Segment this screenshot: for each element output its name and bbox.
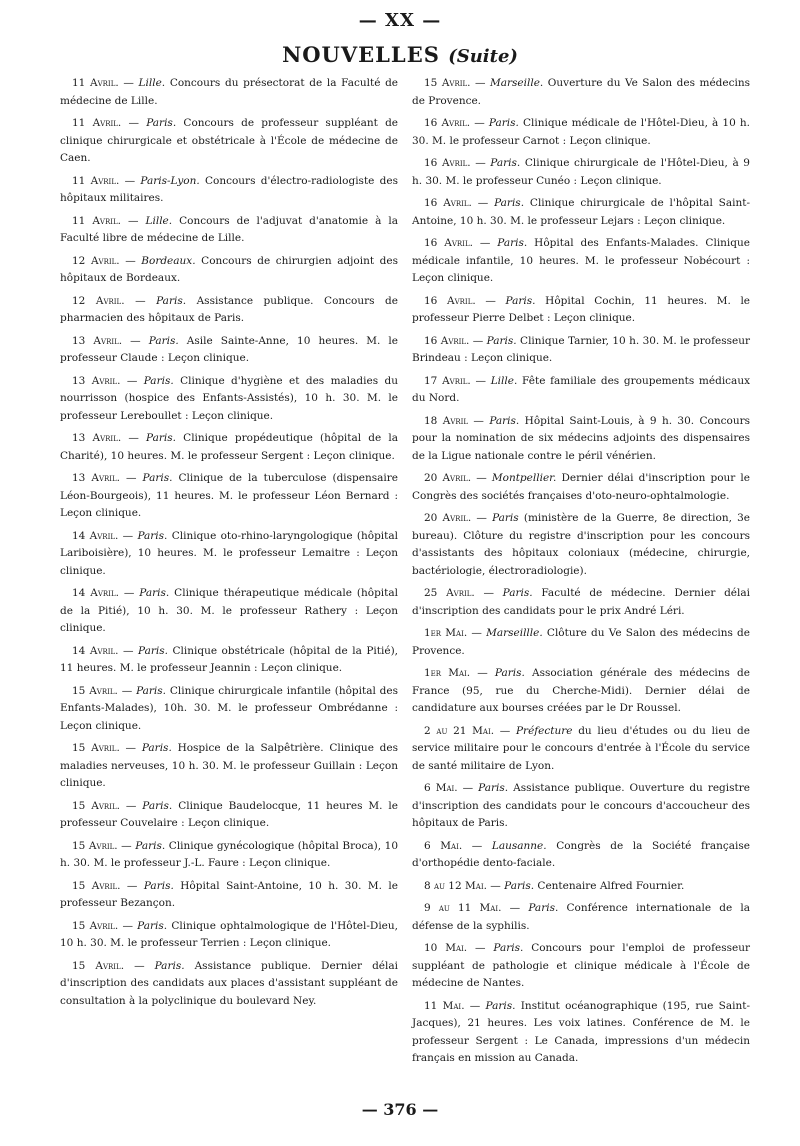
news-entry: 16 Avril. — Paris. Clinique chirurgicale de l'hôpital Saint-Antoine, 10 h. 30. M. le professeur Lejars : Leçon clinique. bbox=[412, 197, 750, 227]
entry-city: Marseille. bbox=[490, 77, 544, 89]
entry-city: Paris. bbox=[497, 237, 528, 249]
entry-date: 16 Avril. bbox=[424, 294, 476, 307]
news-entry: 6 Mai. — Lausanne. Congrès de la Société française d'orthopédie dento-faciale. bbox=[412, 839, 750, 869]
news-entry: 2 au 21 Mai. — Préfecture du lieu d'études ou du lieu de service militaire pour le concours d'entrée à l'École du service de santé militaire de Lyon. bbox=[412, 724, 750, 772]
entry-date: 17 Avril. bbox=[424, 374, 471, 387]
entry-text: Concours d'électro-radiologiste des hôpitaux militaires. bbox=[60, 174, 398, 204]
news-entry: 14 Avril. — Paris. Clinique thérapeutique médicale (hôpital de la Pitié), 10 h. 30. M. le professeur Rathery : Leçon clinique. bbox=[60, 587, 398, 634]
news-entry: 15 Avril. — Paris. Hôpital Saint-Antoine, 10 h. 30. M. le professeur Bezançon. bbox=[60, 879, 398, 909]
entry-city: Paris. bbox=[135, 839, 166, 852]
news-entry: 16 Avril. — Paris. Hôpital Cochin, 11 heures. M. le professeur Pierre Delbet : Leçon clinique. bbox=[412, 294, 751, 324]
entry-text: Clinique obstétricale (hôpital de la Pitié), 11 heures. M. le professeur Jeannin : Leçon clinique. bbox=[60, 644, 398, 674]
entry-city: Marseillle. bbox=[486, 627, 543, 639]
news-entry: 11 Avril. — Paris. Concours de professeur suppléant de clinique chirurgicale et obstétricale à l'École de médecine de Caen. bbox=[60, 117, 398, 164]
entry-date: 10 Mai. bbox=[424, 942, 468, 954]
news-entry: 17 Avril. — Lille. Fête familiale des groupements médicaux du Nord. bbox=[412, 374, 751, 404]
entry-date: 6 Mai. bbox=[424, 839, 463, 852]
entry-text: Clinique médicale de l'Hôtel-Dieu, à 10 h. 30. M. le professeur Carnot : Leçon clinique. bbox=[412, 117, 750, 147]
news-entry: 14 Avril. — Paris. Clinique obstétricale (hôpital de la Pitié), 11 heures. M. le professeur Jeannin : Leçon clinique. bbox=[60, 644, 398, 674]
news-entry: 25 Avril. — Paris. Faculté de médecine. Dernier délai d'inscription des candidats pour le prix André Léri. bbox=[412, 587, 750, 617]
entry-text: Concours du présectorat de la Faculté de médecine de Lille. bbox=[60, 77, 399, 107]
entry-date: 15 Avril. bbox=[424, 77, 471, 89]
entry-text: Centenaire Alfred Fournier. bbox=[537, 879, 685, 892]
entry-date: 13 Avril. bbox=[72, 374, 121, 387]
news-entry: 11 Avril. — Paris-Lyon. Concours d'électro-radiologiste des hôpitaux militaires. bbox=[60, 174, 398, 204]
news-entry: 18 Avril — Paris. Hôpital Saint-Louis, à 9 h. 30. Concours pour la nomination de six médecins adjoints des dispensaires de la Ligue nationale contre le péril vénérien. bbox=[412, 414, 750, 462]
entry-date: 8 au 12 Mai. bbox=[424, 879, 487, 892]
entry-date: 16 Avril. bbox=[424, 334, 470, 347]
news-entry: 16 Avril. — Paris. Clinique médicale de l'Hôtel-Dieu, à 10 h. 30. M. le professeur Carnot : Leçon clinique. bbox=[412, 117, 750, 147]
news-entry: 15 Avril. — Paris. Clinique ophtalmologique de l'Hôtel-Dieu, 10 h. 30. M. le professeur Terrien : Leçon clinique. bbox=[60, 919, 398, 949]
entry-city: Lille. bbox=[145, 214, 173, 227]
entry-text: Concours pour l'emploi de professeur suppléant de pathologie et clinique médicale à l'École de médecine de Nantes. bbox=[412, 942, 750, 989]
entry-city: Bordeaux. bbox=[141, 254, 196, 267]
entry-date: 13 Avril. bbox=[72, 472, 121, 484]
entry-city: Paris. bbox=[143, 879, 174, 892]
entry-date: 14 Avril. bbox=[72, 644, 119, 657]
entry-text: Clinique Baudelocque, 11 heures M. le professeur Couvelaire : Leçon clinique. bbox=[60, 799, 398, 829]
news-entry: 15 Avril. — Paris. Hospice de la Salpêtrière. Clinique des maladies nerveuses, 10 h. 30. M. le professeur Guillain : Leçon clinique. bbox=[60, 742, 398, 789]
entry-date: 1er Mai. bbox=[424, 627, 468, 639]
entry-city: Montpellier. bbox=[491, 472, 557, 484]
entry-city: Paris. bbox=[148, 334, 179, 347]
left-column bbox=[60, 75, 398, 1015]
entry-city: Paris. bbox=[485, 999, 516, 1012]
entry-date: 11 Avril. bbox=[72, 77, 119, 89]
news-entry: 12 Avril. — Bordeaux. Concours de chirurgien adjoint des hôpitaux de Bordeaux. bbox=[60, 254, 398, 284]
entry-date: 11 Avril. bbox=[72, 214, 122, 227]
entry-text: Association générale des médecins de France (95, rue du Cherche-Midi). Dernier délai de candidature aux bourses créées par le Dr Roussel. bbox=[412, 667, 750, 714]
entry-text: Asile Sainte-Anne, 10 heures. M. le professeur Claude : Leçon clinique. bbox=[60, 334, 398, 364]
entry-text: Concours de l'adjuvat d'anatomie à la Faculté libre de médecine de Lille. bbox=[60, 214, 398, 244]
entry-date: 12 Avril. bbox=[72, 294, 125, 307]
entry-date: 15 Avril. bbox=[72, 742, 120, 754]
entry-text: Hôpital des Enfants-Malades. Clinique médicale infantile, 10 heures. M. le professeur Nobécourt : Leçon clinique. bbox=[412, 237, 750, 284]
entry-text: Institut océanographique (195, rue Saint-Jacques), 21 heures. Les voix latines. Conférence de M. le professeur Sergent : Le Canada, impressions d'un médecin français en mission au Canada. bbox=[412, 999, 750, 1064]
entry-text: Concours de chirurgien adjoint des hôpitaux de Bordeaux. bbox=[60, 254, 398, 284]
news-entry: 6 Mai. — Paris. Assistance publique. Ouverture du registre d'inscription des candidats pour le concours d'accoucheur des hôpitaux de Paris. bbox=[412, 782, 750, 829]
entry-date: 20 Avril. bbox=[424, 472, 472, 484]
entry-text: Ouverture du Ve Salon des médecins de Provence. bbox=[412, 77, 750, 107]
entry-city: Lausanne. bbox=[491, 839, 547, 852]
entry-date: 13 Avril. bbox=[72, 432, 122, 444]
entry-city: Paris. bbox=[494, 667, 525, 679]
entry-city: Paris. bbox=[504, 879, 535, 892]
entry-date: 15 Avril. bbox=[72, 919, 119, 932]
entry-city: Paris. bbox=[141, 742, 172, 754]
entry-city: Paris. bbox=[505, 294, 536, 307]
title-suite: (Suite) bbox=[448, 46, 518, 67]
news-entry: 14 Avril. — Paris. Clinique oto-rhino-laryngologique (hôpital Lariboisière), 10 heures. M. le professeur Lemaitre : Leçon clinique. bbox=[60, 529, 399, 577]
entry-date: 18 Avril bbox=[424, 414, 469, 427]
entry-city: Paris. bbox=[156, 294, 187, 307]
news-entry: 16 Avril. — Paris. Clinique Tarnier, 10 h. 30. M. le professeur Brindeau : Leçon clinique. bbox=[412, 334, 751, 364]
entry-city: Paris-Lyon. bbox=[140, 174, 200, 187]
entry-date: 14 Avril. bbox=[72, 587, 119, 599]
entry-city: Paris. bbox=[493, 942, 524, 954]
news-entry: 11 Avril. — Lille. Concours du présectorat de la Faculté de médecine de Lille. bbox=[60, 77, 399, 107]
entry-date: 13 Avril. bbox=[72, 334, 123, 347]
entry-date: 12 Avril. bbox=[72, 254, 120, 267]
entry-city: Paris. bbox=[142, 472, 173, 484]
entry-city: Paris. bbox=[154, 959, 185, 972]
entry-city: Paris. bbox=[136, 684, 167, 697]
news-entry: 20 Avril. — Montpellier. Dernier délai d'inscription pour le Congrès des sociétés françaises d'oto-neuro-ophtalmologie. bbox=[412, 472, 751, 502]
entry-date: 25 Avril. bbox=[424, 587, 475, 599]
entry-date: 2 au 21 Mai. bbox=[424, 724, 495, 737]
entry-city: Lille. bbox=[490, 374, 518, 387]
entry-date: 15 Avril. bbox=[72, 879, 121, 892]
entry-date: 16 Avril. bbox=[424, 197, 472, 209]
page-title bbox=[0, 42, 800, 67]
entry-text: Assistance publique. Concours de pharmacien des hôpitaux de Paris. bbox=[60, 294, 398, 324]
news-entry: 15 Avril. — Paris. Clinique chirurgicale infantile (hôpital des Enfants-Malades), 10h. 30. M. le professeur Ombrédanne : Leçon clinique. bbox=[60, 684, 398, 732]
entry-text: Clinique oto-rhino-laryngologique (hôpital Lariboisière), 10 heures. M. le professeur Lemaitre : Leçon clinique. bbox=[60, 529, 399, 577]
news-entry: 1er Mai. — Paris. Association générale des médecins de France (95, rue du Cherche-Midi). Dernier délai de candidature aux bourses créées par le Dr Roussel. bbox=[412, 667, 750, 714]
entry-text: Hôpital Saint-Antoine, 10 h. 30. M. le professeur Bezançon. bbox=[60, 879, 398, 909]
entry-city: Lille. bbox=[138, 77, 166, 89]
entry-text: Assistance publique. Dernier délai d'inscription des candidats aux places d'assistant suppléant de consultation à la polyclinique du boulevard Ney. bbox=[60, 959, 398, 1007]
entry-text: du lieu d'études ou du lieu de service militaire pour le concours d'entrée à l'École du service de santé militaire de Lyon. bbox=[412, 724, 750, 772]
entry-text: Clinique chirurgicale de l'hôpital Saint-Antoine, 10 h. 30. M. le professeur Lejars : Leçon clinique. bbox=[412, 197, 750, 227]
news-entry: 1er Mai. — Marseillle. Clôture du Ve Salon des médecins de Provence. bbox=[412, 627, 750, 657]
entry-text: (ministère de la Guerre, 8e direction, 3e bureau). Clôture du registre d'inscription pour les concours d'assistants des hôpitaux coloniaux (médecine, chirurgie, bactériologie, électroradiologie). bbox=[412, 512, 751, 577]
entry-text: Clinique propédeutique (hôpital de la Charité), 10 heures. M. le professeur Sergent : Leçon clinique. bbox=[60, 432, 398, 462]
entry-text: Assistance publique. Ouverture du registre d'inscription des candidats pour le concours d'accoucheur des hôpitaux de Paris. bbox=[412, 782, 750, 829]
entry-date: 14 Avril. bbox=[72, 529, 119, 542]
entry-text: Clinique gynécologique (hôpital Broca), 10 h. 30. M. le professeur J.-L. Faure : Leçon clinique. bbox=[60, 839, 398, 869]
entry-text: Hospice de la Salpêtrière. Clinique des maladies nerveuses, 10 h. 30. M. le professeur Guillain : Leçon clinique. bbox=[60, 742, 398, 789]
entry-date: 15 Avril. bbox=[72, 959, 125, 972]
entry-text: Congrès de la Société française d'orthopédie dento-faciale. bbox=[412, 839, 750, 869]
entry-city: Préfecture bbox=[515, 724, 573, 737]
entry-city: Paris. bbox=[502, 587, 533, 599]
entry-text: Hôpital Saint-Louis, à 9 h. 30. Concours pour la nomination de six médecins adjoints des dispensaires de la Ligue nationale contre le péril vénérien. bbox=[412, 414, 750, 462]
entry-city: Paris. bbox=[490, 157, 521, 169]
entry-city: Paris. bbox=[528, 902, 559, 914]
entry-date: 9 au 11 Mai. bbox=[424, 902, 502, 914]
entry-date: 16 Avril. bbox=[424, 237, 473, 249]
right-column bbox=[412, 75, 750, 1073]
news-entry: 13 Avril. — Paris. Clinique propédeutique (hôpital de la Charité), 10 heures. M. le professeur Sergent : Leçon clinique. bbox=[60, 432, 398, 462]
entry-date: 16 Avril. bbox=[424, 117, 471, 129]
entry-text: Clinique thérapeutique médicale (hôpital de la Pitié), 10 h. 30. M. le professeur Rathery : Leçon clinique. bbox=[60, 587, 398, 634]
entry-text: Fête familiale des groupements médicaux du Nord. bbox=[412, 374, 751, 404]
news-entry: 15 Avril. — Paris. Clinique gynécologique (hôpital Broca), 10 h. 30. M. le professeur J.-L. Faure : Leçon clinique. bbox=[60, 839, 398, 869]
entry-city: Paris. bbox=[478, 782, 509, 794]
entry-date: 20 Avril. bbox=[424, 512, 472, 524]
entry-city: Paris. bbox=[146, 117, 177, 129]
entry-city: Paris bbox=[492, 512, 519, 524]
news-entry: 10 Mai. — Paris. Concours pour l'emploi de professeur suppléant de pathologie et clinique médicale à l'École de médecine de Nantes. bbox=[412, 942, 750, 989]
entry-text: Dernier délai d'inscription pour le Congrès des sociétés françaises d'oto-neuro-ophtalmologie. bbox=[412, 472, 751, 502]
entry-city: Paris. bbox=[494, 197, 525, 209]
news-entry: 20 Avril. — Paris (ministère de la Guerre, 8e direction, 3e bureau). Clôture du registre d'inscription pour les concours d'assistants des hôpitaux coloniaux (médecine, chirurgie, bactériologie, électroradiologie). bbox=[412, 512, 751, 577]
entry-date: 1er Mai. bbox=[424, 667, 471, 679]
entry-date: 11 Avril. bbox=[72, 174, 120, 187]
entry-text: Clinique chirurgicale infantile (hôpital des Enfants-Malades), 10h. 30. M. le professeur Ombrédanne : Leçon clinique. bbox=[60, 684, 398, 732]
news-entry: 16 Avril. — Paris. Hôpital des Enfants-Malades. Clinique médicale infantile, 10 heures. M. le professeur Nobécourt : Leçon clinique. bbox=[412, 237, 750, 284]
entry-date: 15 Avril. bbox=[72, 839, 118, 852]
entry-text: Conférence internationale de la défense de la syphilis. bbox=[412, 902, 751, 932]
entry-date: 16 Avril. bbox=[424, 157, 471, 169]
news-entry: 16 Avril. — Paris. Clinique chirurgicale de l'Hôtel-Dieu, à 9 h. 30. M. le professeur Cunéo : Leçon clinique. bbox=[412, 157, 750, 187]
news-entry: 12 Avril. — Paris. Assistance publique. Concours de pharmacien des hôpitaux de Paris. bbox=[60, 294, 398, 324]
news-entry: 15 Avril. — Paris. Assistance publique. Dernier délai d'inscription des candidats aux places d'assistant suppléant de consultation à la polyclinique du boulevard Ney. bbox=[60, 959, 398, 1007]
entry-city: Paris. bbox=[138, 644, 168, 657]
page-roman-numeral: — XX — bbox=[358, 10, 442, 31]
entry-text: Clinique ophtalmologique de l'Hôtel-Dieu, 10 h. 30. M. le professeur Terrien : Leçon clinique. bbox=[60, 919, 398, 949]
entry-city: Paris. bbox=[488, 117, 519, 129]
page-number: — 376 — bbox=[361, 1100, 439, 1119]
news-entry: 15 Avril. — Marseille. Ouverture du Ve Salon des médecins de Provence. bbox=[412, 77, 750, 107]
entry-city: Paris. bbox=[489, 414, 520, 427]
news-entry: 13 Avril. — Paris. Asile Sainte-Anne, 10 heures. M. le professeur Claude : Leçon clinique. bbox=[60, 334, 398, 364]
entry-text: Clinique de la tuberculose (dispensaire Léon-Bourgeois), 11 heures. M. le professeur Léon Bernard : Leçon clinique. bbox=[60, 472, 398, 519]
entry-city: Paris. bbox=[146, 432, 176, 444]
entry-date: 6 Mai. bbox=[424, 782, 458, 794]
entry-text: Clinique Tarnier, 10 h. 30. M. le professeur Brindeau : Leçon clinique. bbox=[412, 334, 751, 364]
entry-text: Clinique d'hygiène et des maladies du nourrisson (hospice des Enfants-Assistés), 10 h. 30. M. le professeur Lereboullet : Leçon clinique. bbox=[60, 374, 398, 422]
entry-city: Paris. bbox=[137, 529, 168, 542]
entry-city: Paris. bbox=[137, 919, 168, 932]
news-entry: 11 Mai. — Paris. Institut océanographique (195, rue Saint-Jacques), 21 heures. Les voix latines. Conférence de M. le professeur Sergent : Le Canada, impressions d'un médecin français en mission au Canada. bbox=[412, 999, 750, 1064]
entry-text: Faculté de médecine. Dernier délai d'inscription des candidats pour le prix André Léri. bbox=[412, 587, 750, 617]
entry-city: Paris. bbox=[139, 587, 170, 599]
news-entry: 15 Avril. — Paris. Clinique Baudelocque, 11 heures M. le professeur Couvelaire : Leçon clinique. bbox=[60, 799, 398, 829]
entry-date: 15 Avril. bbox=[72, 684, 118, 697]
news-entry: 9 au 11 Mai. — Paris. Conférence internationale de la défense de la syphilis. bbox=[412, 902, 751, 932]
entry-city: Paris. bbox=[142, 799, 173, 812]
entry-text: Clinique chirurgicale de l'Hôtel-Dieu, à 9 h. 30. M. le professeur Cunéo : Leçon clinique. bbox=[412, 157, 750, 187]
entry-city: Paris. bbox=[143, 374, 174, 387]
news-entry: 11 Avril. — Lille. Concours de l'adjuvat d'anatomie à la Faculté libre de médecine de Lille. bbox=[60, 214, 398, 244]
entry-text: Clôture du Ve Salon des médecins de Provence. bbox=[412, 627, 750, 657]
entry-text: Concours de professeur suppléant de clinique chirurgicale et obstétricale à l'École de médecine de Caen. bbox=[60, 117, 398, 164]
entry-city: Paris. bbox=[486, 334, 517, 347]
entry-text: Hôpital Cochin, 11 heures. M. le professeur Pierre Delbet : Leçon clinique. bbox=[412, 294, 751, 324]
news-entry: 13 Avril. — Paris. Clinique de la tuberculose (dispensaire Léon-Bourgeois), 11 heures. M. le professeur Léon Bernard : Leçon clinique. bbox=[60, 472, 398, 519]
news-entry: 13 Avril. — Paris. Clinique d'hygiène et des maladies du nourrisson (hospice des Enfants-Assistés), 10 h. 30. M. le professeur Lereboullet : Leçon clinique. bbox=[60, 374, 398, 422]
entry-date: 11 Mai. bbox=[424, 999, 465, 1012]
entry-date: 11 Avril. bbox=[72, 117, 122, 129]
entry-date: 15 Avril. bbox=[72, 799, 120, 812]
title-text: NOUVELLES bbox=[282, 42, 440, 67]
news-entry: 8 au 12 Mai. — Paris. Centenaire Alfred Fournier. bbox=[424, 879, 685, 892]
